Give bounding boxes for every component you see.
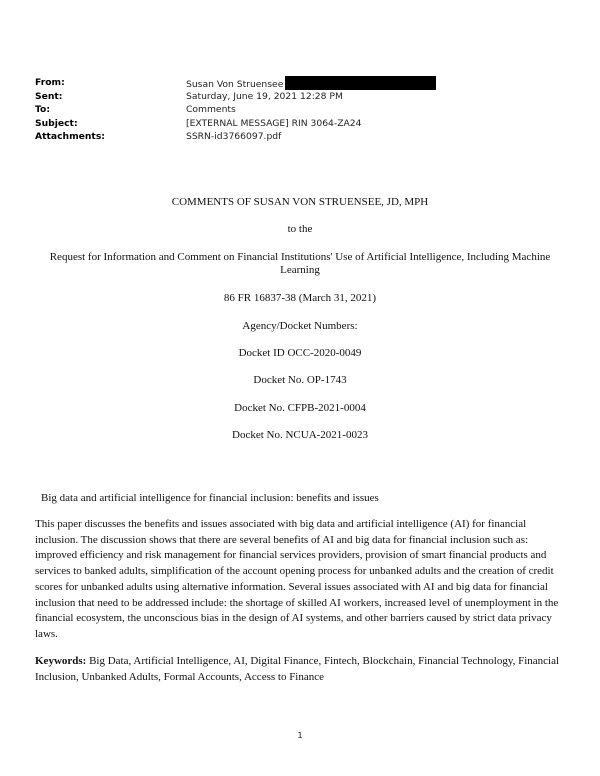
subject-label: Subject: bbox=[35, 117, 78, 129]
page-number: 1 bbox=[297, 731, 303, 740]
keywords-label: Keywords: bbox=[35, 655, 87, 667]
attachments-label: Attachments: bbox=[35, 131, 105, 142]
to-label: To: bbox=[35, 104, 51, 115]
docket-ncua: Docket No. NCUA-2021-0023 bbox=[232, 429, 368, 441]
to-value: Comments bbox=[186, 104, 236, 115]
request-title: Request for Information and Comment on Financial Institutions' Use of Artificial Intelligence, Including Machine Learning bbox=[49, 251, 551, 276]
keywords bbox=[35, 654, 567, 685]
docket-op: Docket No. OP-1743 bbox=[253, 374, 347, 386]
sent-label: Sent: bbox=[35, 90, 63, 102]
docket-occ: Docket ID OCC-2020-0049 bbox=[238, 347, 362, 359]
to-the-line: to the bbox=[287, 223, 313, 235]
comments-title: COMMENTS OF SUSAN VON STRUENSEE, JD, MPH bbox=[171, 196, 429, 208]
keywords-value: Big Data, Artificial Intelligence, AI, Digital Finance, Fintech, Blockchain, Financial Technology, Financial Inclusion, Unbanked Adults, Formal Accounts, Access to Finance bbox=[35, 655, 560, 683]
sender-name: Susan Von Struensee bbox=[186, 79, 284, 90]
agency-docket-label: Agency/Docket Numbers: bbox=[242, 320, 358, 332]
redaction-bar bbox=[285, 76, 436, 90]
attachment-file: SSRN-id3766097.pdf bbox=[186, 131, 282, 142]
docket-cfpb: Docket No. CFPB-2021-0004 bbox=[234, 402, 366, 414]
sent-value: Saturday, June 19, 2021 12:28 PM bbox=[186, 90, 343, 102]
abstract-body: This paper discusses the benefits and issues associated with big data and artificial intelligence (AI) for financial inclusion. The discussion shows that there are several benefits of AI and big data for financial inclusion such as: improved efficiency and risk management for financial services providers, provision of smart financial products and services to banked adults, simplification of the account opening process for unbanked adults and the creation of credit scores for unbanked adults using alternative information. Several issues associated with AI and big data for financial inclusion that need to be addressed include: the shortage of skilled AI workers, increased level of unemployment in the financial ecosystem, the unconscious bias in the design of AI systems, and other barriers caused by strict data privacy laws. bbox=[35, 518, 559, 640]
citation: 86 FR 16837-38 (March 31, 2021) bbox=[223, 292, 377, 304]
abstract-title: Big data and artificial intelligence for financial inclusion: benefits and issues bbox=[41, 492, 379, 504]
from-label: From: bbox=[35, 77, 65, 88]
subject-value: [EXTERNAL MESSAGE] RIN 3064-ZA24 bbox=[186, 117, 362, 129]
